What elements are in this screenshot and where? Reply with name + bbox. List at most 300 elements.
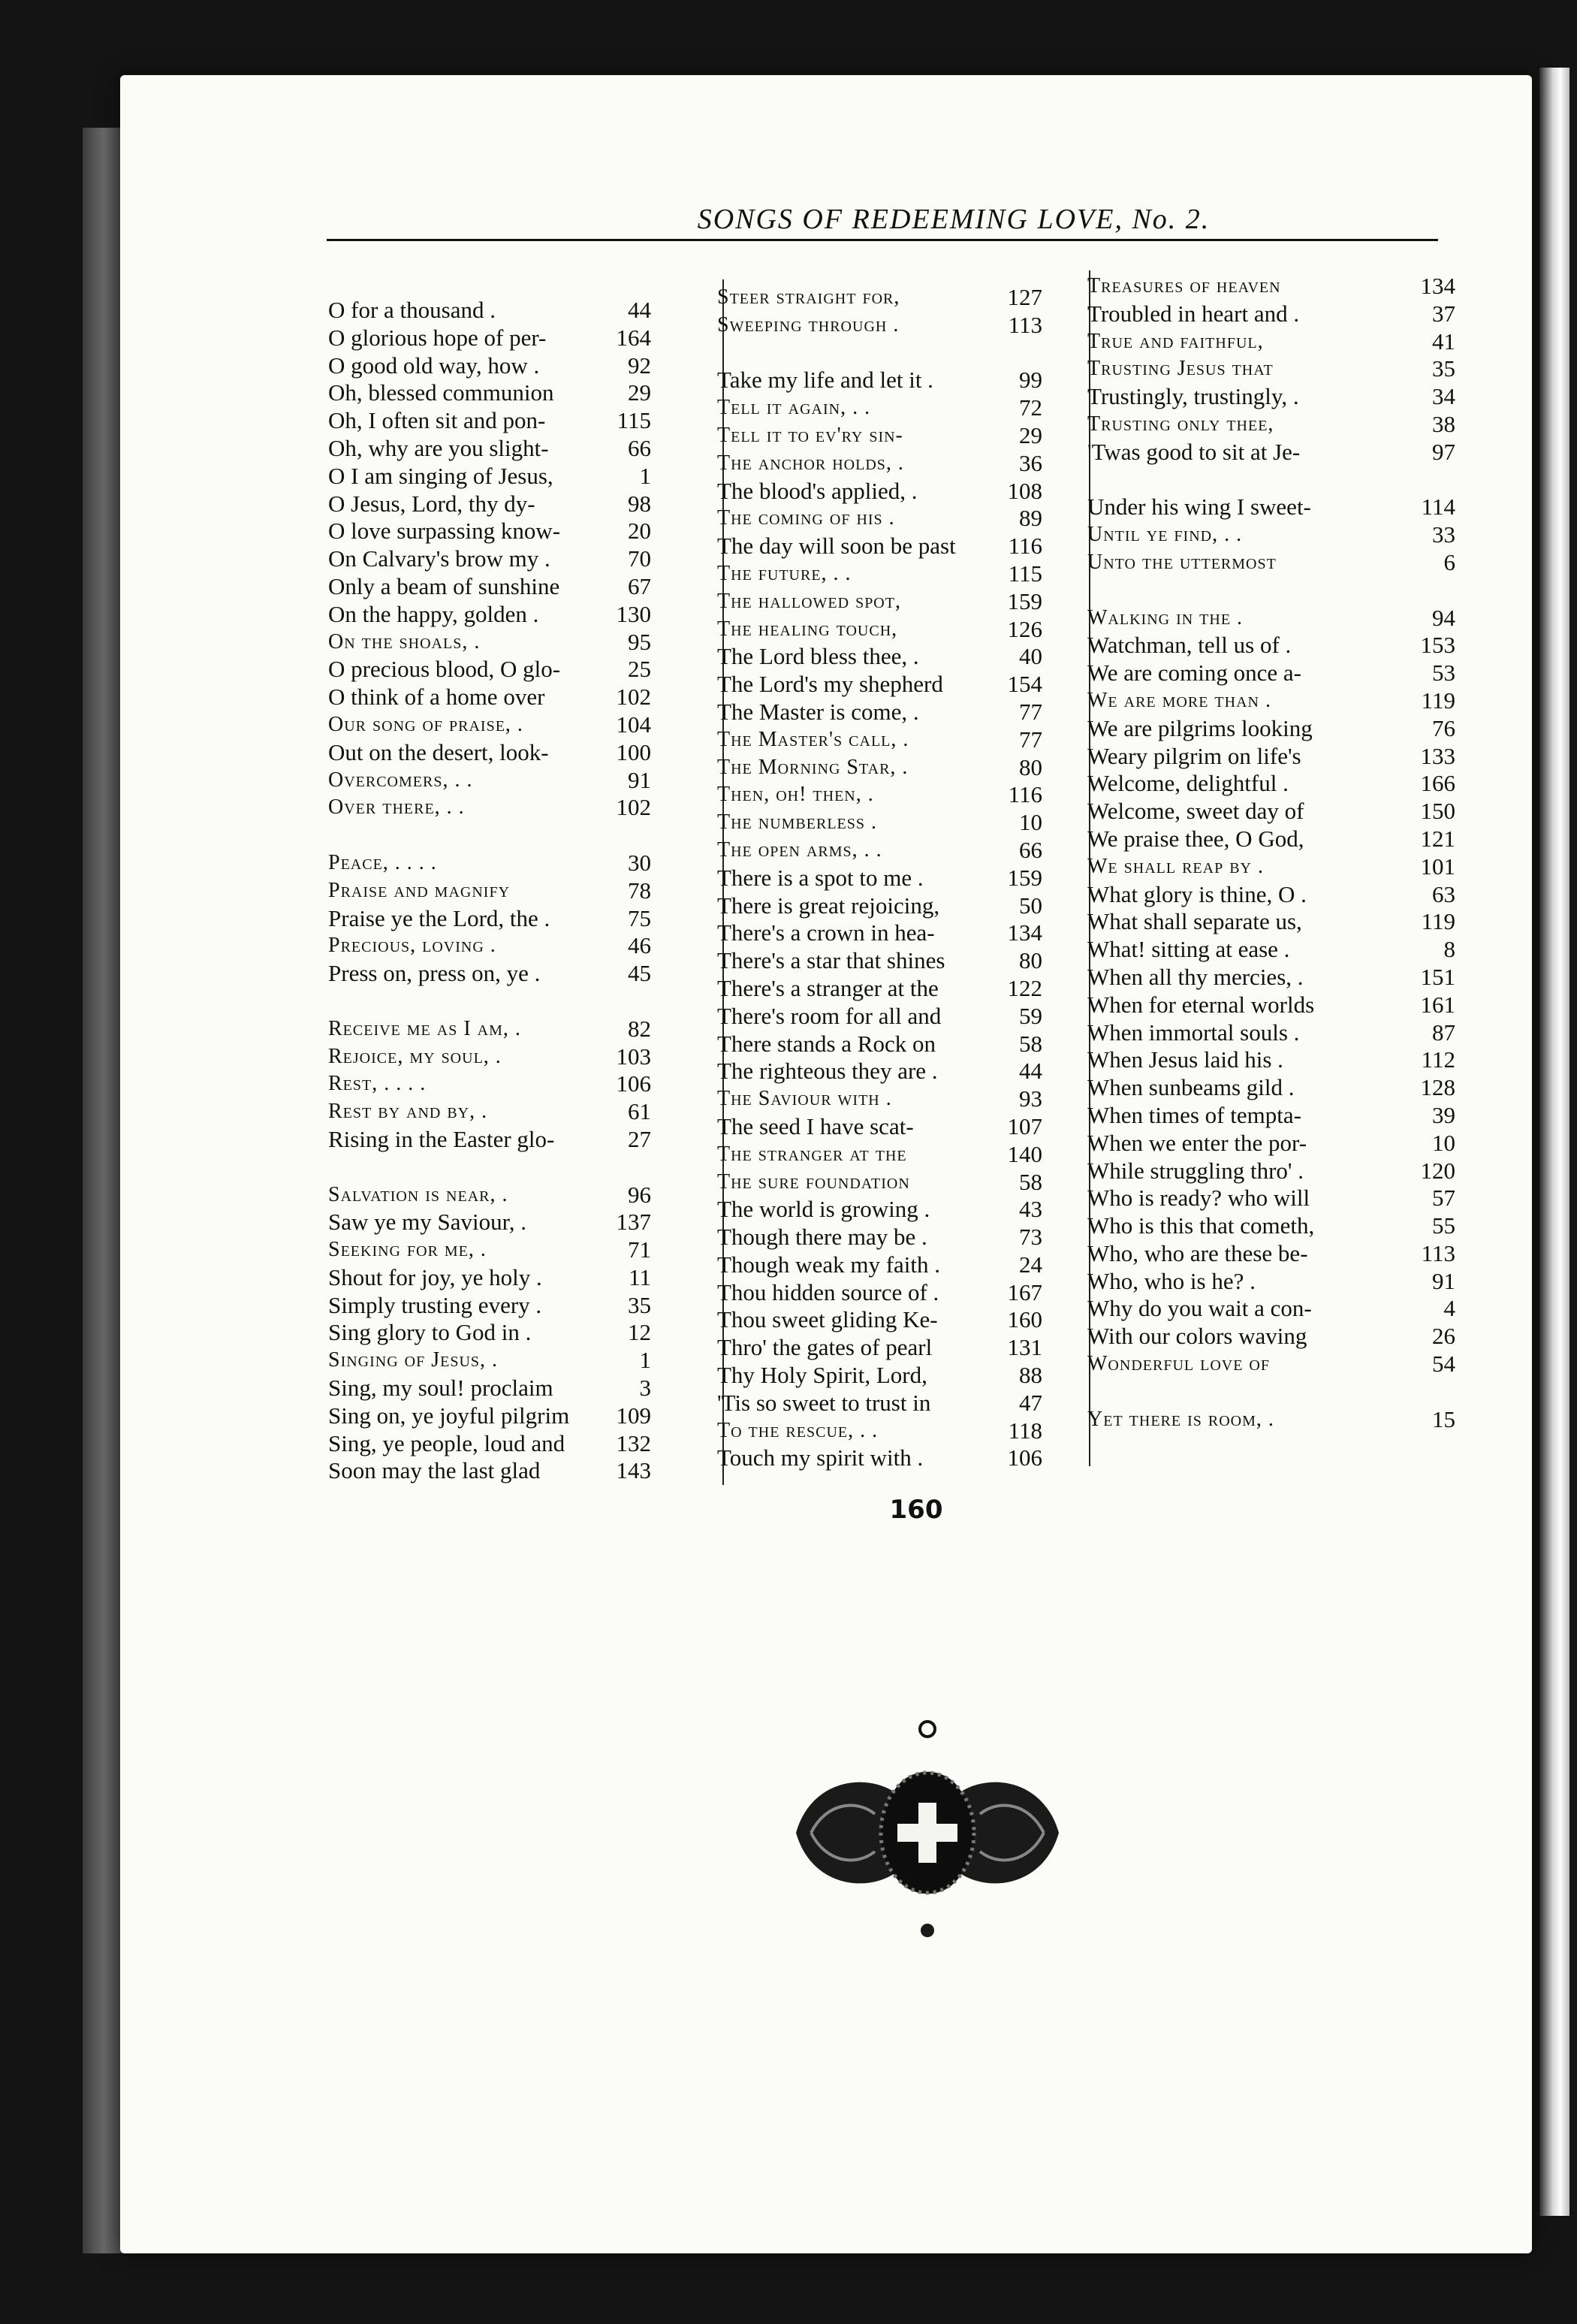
entry-page-number: 66 (1019, 836, 1042, 863)
entry-title: When Jesus laid his . (1087, 1046, 1283, 1073)
index-entry (1087, 1102, 1455, 1130)
entry-title: Who is this that cometh, (1087, 1212, 1315, 1239)
index-entry (1087, 521, 1455, 549)
entry-page-number: 164 (616, 324, 651, 351)
entry-page-number: 112 (1421, 1046, 1455, 1073)
entry-page-number: 30 (628, 849, 651, 876)
entry-page-number: 33 (1432, 521, 1455, 548)
index-entry (1087, 411, 1455, 439)
index-entry (717, 284, 1042, 312)
index-entry (1087, 328, 1455, 356)
index-entry (717, 837, 1042, 865)
index-entry (1087, 1351, 1455, 1378)
entry-title: On the shoals, . (328, 629, 481, 653)
entry-title: The righteous they are . (717, 1058, 938, 1085)
index-entry (328, 1070, 651, 1098)
entry-title: The open arms, . . (717, 838, 882, 862)
entry-page-number: 50 (1019, 892, 1042, 919)
entry-page-number: 29 (1019, 421, 1042, 448)
entry-page-number: 130 (616, 600, 651, 627)
entry-page-number: 4 (1443, 1295, 1455, 1322)
entry-title: Who is ready? who will (1087, 1185, 1310, 1212)
index-entry (328, 573, 651, 601)
entry-title: Yet there is room, . (1087, 1407, 1274, 1431)
entry-title: The coming of his . (717, 506, 895, 530)
index-entry (1087, 743, 1455, 771)
index-entry (717, 478, 1042, 506)
index-entry (1087, 908, 1455, 936)
index-entry (1087, 1323, 1455, 1351)
index-entry (328, 656, 651, 684)
entry-title: O precious blood, O glo- (328, 656, 561, 683)
entry-page-number: 118 (1008, 1417, 1042, 1444)
entry-title: Though weak my faith . (717, 1251, 941, 1278)
index-entry (717, 560, 1042, 588)
index-entry (717, 588, 1042, 616)
entry-page-number: 103 (616, 1043, 651, 1070)
entry-page-number: 154 (1007, 671, 1042, 698)
entry-title: Only a beam of sunshine (328, 572, 560, 599)
page-number: 160 (889, 1495, 943, 1525)
entry-title: There is great rejoicing, (717, 892, 940, 919)
entry-page-number: 143 (616, 1457, 651, 1484)
entry-title: Soon may the last glad (328, 1457, 541, 1484)
index-entry (717, 1085, 1042, 1113)
index-entry (328, 324, 651, 352)
entry-page-number: 137 (616, 1209, 651, 1236)
entry-title: Tell it again, . . (717, 396, 871, 420)
entry-title: We praise thee, O God, (1087, 825, 1304, 852)
entry-page-number: 108 (1007, 477, 1042, 504)
index-entry (717, 1279, 1042, 1307)
entry-title: When times of tempta- (1087, 1101, 1301, 1128)
entry-page-number: 106 (1007, 1444, 1042, 1471)
entry-page-number: 122 (1007, 974, 1042, 1001)
index-spacer (328, 822, 651, 850)
entry-title: When we enter the por- (1087, 1129, 1307, 1156)
index-entry (328, 518, 651, 545)
entry-title: When sunbeams gild . (1087, 1074, 1295, 1101)
entry-title: Rest, . . . . (328, 1072, 427, 1096)
index-entry (328, 297, 651, 324)
entry-page-number: 78 (628, 877, 651, 904)
entry-page-number: 15 (1432, 1405, 1455, 1432)
entry-title: Until ye find, . . (1087, 523, 1243, 547)
entry-title: Praise and magnify (328, 878, 511, 902)
entry-page-number: 8 (1443, 936, 1455, 963)
index-entry (717, 1169, 1042, 1197)
index-entry (1087, 1212, 1455, 1240)
index-entry (328, 877, 651, 905)
entry-page-number: 54 (1432, 1351, 1455, 1378)
entry-page-number: 58 (1019, 1030, 1042, 1057)
entry-title: When all thy mercies, . (1087, 963, 1304, 990)
entry-page-number: 102 (616, 684, 651, 711)
index-entry (328, 1182, 651, 1209)
index-entry (328, 767, 651, 795)
entry-title: With our colors waving (1087, 1323, 1307, 1350)
entry-page-number: 99 (1019, 367, 1042, 394)
index-entry (328, 379, 651, 407)
entry-title: We are pilgrims looking (1087, 714, 1313, 741)
entry-title: Seeking for me, . (328, 1238, 487, 1262)
entry-title: There's a crown in hea- (717, 919, 935, 946)
entry-page-number: 38 (1432, 410, 1455, 437)
entry-page-number: 43 (1019, 1196, 1042, 1223)
index-entry (328, 1098, 651, 1126)
index-entry (717, 505, 1042, 533)
index-spacer (328, 1154, 651, 1182)
entry-page-number: 98 (628, 490, 651, 517)
entry-title: O think of a home over (328, 684, 545, 711)
entry-page-number: 58 (1019, 1168, 1042, 1195)
index-entry (1087, 493, 1455, 521)
index-entry (717, 1362, 1042, 1390)
entry-title: The Lord bless thee, . (717, 643, 919, 670)
entry-title: Though there may be . (717, 1224, 927, 1251)
index-entry (328, 407, 651, 435)
entry-title: Receive me as I am, . (328, 1016, 521, 1040)
entry-page-number: 41 (1432, 327, 1455, 355)
index-entry (328, 352, 651, 380)
entry-title: Watchman, tell us of . (1087, 632, 1292, 659)
index-entry (1087, 1074, 1455, 1102)
index-entry (717, 1306, 1042, 1334)
entry-page-number: 115 (1008, 560, 1042, 587)
entry-title: Trusting Jesus that (1087, 357, 1274, 381)
index-entry (328, 1016, 651, 1043)
entry-title: Oh, I often sit and pon- (328, 407, 546, 434)
index-spacer (1087, 1378, 1455, 1406)
entry-page-number: 91 (1432, 1267, 1455, 1294)
entry-page-number: 76 (1432, 714, 1455, 741)
entry-page-number: 92 (628, 352, 651, 379)
index-entry (328, 1126, 651, 1154)
entry-page-number: 151 (1420, 963, 1455, 990)
index-entry (328, 1319, 651, 1347)
entry-title: Welcome, delightful . (1087, 770, 1289, 797)
entry-title: The blood's applied, . (717, 477, 918, 504)
entry-page-number: 101 (1420, 853, 1455, 880)
entry-page-number: 35 (628, 1291, 651, 1318)
entry-title: O good old way, how . (328, 352, 540, 379)
index-entry (1087, 991, 1455, 1019)
index-entry (1087, 632, 1455, 659)
entry-page-number: 150 (1420, 798, 1455, 825)
entry-page-number: 89 (1019, 505, 1042, 532)
entry-title: Over there, . . (328, 795, 465, 819)
entry-page-number: 91 (628, 766, 651, 793)
entry-page-number: 11 (629, 1263, 651, 1290)
index-entry (328, 905, 651, 933)
entry-title: Trusting only thee, (1087, 412, 1274, 436)
entry-title: Troubled in heart and . (1087, 300, 1300, 327)
index-entry (1087, 1268, 1455, 1296)
index-entry (328, 601, 651, 629)
entry-page-number: 114 (1421, 493, 1455, 521)
entry-title: The Master's call, . (717, 727, 909, 751)
entry-page-number: 12 (628, 1319, 651, 1346)
entry-page-number: 131 (1007, 1334, 1042, 1361)
entry-title: Out on the desert, look- (328, 738, 549, 765)
entry-page-number: 72 (1019, 394, 1042, 421)
entry-title: What! sitting at ease . (1087, 936, 1290, 963)
entry-page-number: 20 (628, 518, 651, 545)
entry-title: There is a spot to me . (717, 864, 924, 891)
entry-page-number: 35 (1432, 355, 1455, 382)
entry-page-number: 53 (1432, 659, 1455, 687)
entry-title: Walking in the . (1087, 605, 1244, 629)
entry-title: Welcome, sweet day of (1087, 798, 1304, 825)
entry-title: Under his wing I sweet- (1087, 493, 1311, 521)
entry-page-number: 29 (628, 379, 651, 406)
index-entry (717, 450, 1042, 478)
index-entry (328, 960, 651, 988)
entry-title: When for eternal worlds (1087, 991, 1315, 1018)
entry-title: The world is growing . (717, 1196, 930, 1223)
entry-title: Wonderful love of (1087, 1352, 1270, 1376)
entry-title: Rest by and by, . (328, 1100, 488, 1124)
index-entry (717, 1196, 1042, 1224)
entry-page-number: 39 (1432, 1101, 1455, 1128)
index-entry (717, 394, 1042, 422)
entry-page-number: 100 (616, 738, 651, 765)
index-entry (328, 1236, 651, 1264)
index-entry (1087, 300, 1455, 328)
index-entry (328, 1375, 651, 1402)
entry-page-number: 93 (1019, 1085, 1042, 1112)
index-entry (328, 1457, 651, 1485)
entry-page-number: 10 (1019, 809, 1042, 836)
index-entry (1087, 659, 1455, 687)
index-entry (717, 1003, 1042, 1031)
index-entry (717, 616, 1042, 644)
entry-page-number: 94 (1432, 604, 1455, 631)
index-entry (328, 490, 651, 518)
entry-title: 'Twas good to sit at Je- (1087, 438, 1301, 465)
entry-title: Trustingly, trustingly, . (1087, 383, 1299, 410)
entry-page-number: 44 (1019, 1058, 1042, 1085)
entry-page-number: 47 (1019, 1389, 1042, 1416)
index-entry (717, 422, 1042, 450)
entry-title: Precious, loving . (328, 934, 496, 958)
entry-title: Treasures of heaven (1087, 274, 1281, 297)
entry-title: Salvation is near, . (328, 1182, 508, 1206)
entry-title: The stranger at the (717, 1142, 907, 1166)
entry-title: The numberless . (717, 810, 878, 835)
entry-title: O for a thousand . (328, 297, 496, 323)
index-entry (1087, 936, 1455, 964)
entry-page-number: 107 (1007, 1112, 1042, 1139)
entry-title: 'Tis so sweet to trust in (717, 1389, 931, 1416)
entry-title: O Jesus, Lord, thy dy- (328, 490, 535, 517)
entry-page-number: 116 (1008, 533, 1042, 560)
entry-page-number: 153 (1420, 632, 1455, 659)
entry-title: There's a stranger at the (717, 974, 939, 1001)
entry-page-number: 128 (1420, 1074, 1455, 1101)
entry-title: Why do you wait a con- (1087, 1295, 1312, 1322)
entry-page-number: 167 (1007, 1278, 1042, 1305)
index-entry (717, 809, 1042, 837)
entry-page-number: 80 (1019, 947, 1042, 974)
entry-page-number: 96 (628, 1181, 651, 1208)
index-entry (717, 1058, 1042, 1085)
index-entry (717, 1141, 1042, 1169)
entry-page-number: 134 (1420, 273, 1455, 299)
entry-page-number: 106 (616, 1070, 651, 1097)
entry-title: Touch my spirit with . (717, 1444, 924, 1471)
entry-page-number: 55 (1432, 1212, 1455, 1239)
entry-page-number: 82 (628, 1015, 651, 1042)
entry-page-number: 97 (1432, 438, 1455, 465)
entry-title: The Saviour with . (717, 1087, 892, 1111)
index-entry (717, 1224, 1042, 1251)
entry-page-number: 36 (1019, 449, 1042, 476)
entry-page-number: 120 (1420, 1157, 1455, 1184)
index-entry (1087, 1295, 1455, 1323)
entry-title: The day will soon be past (717, 533, 956, 560)
entry-page-number: 159 (1007, 864, 1042, 891)
index-entry (1087, 1019, 1455, 1047)
index-entry (717, 643, 1042, 671)
entry-page-number: 109 (616, 1402, 651, 1429)
entry-title: The future, . . (717, 561, 852, 585)
entry-page-number: 44 (628, 297, 651, 323)
entry-page-number: 70 (628, 545, 651, 572)
entry-page-number: 119 (1421, 908, 1455, 935)
entry-title: There's room for all and (717, 1002, 942, 1029)
entry-page-number: 77 (1019, 726, 1042, 753)
entry-page-number: 113 (1008, 311, 1042, 338)
entry-page-number: 40 (1019, 643, 1042, 670)
entry-page-number: 6 (1443, 548, 1455, 575)
index-entry (717, 671, 1042, 699)
entry-page-number: 71 (628, 1236, 651, 1263)
entry-title: O I am singing of Jesus, (328, 462, 553, 489)
entry-title: Sing on, ye joyful pilgrim (328, 1402, 570, 1429)
index-entry (717, 975, 1042, 1003)
entry-title: Weary pilgrim on life's (1087, 742, 1301, 769)
entry-title: Press on, press on, ye . (328, 960, 541, 987)
entry-page-number: 80 (1019, 753, 1042, 780)
index-entry (1087, 881, 1455, 909)
entry-title: Who, who is he? . (1087, 1267, 1256, 1294)
entry-page-number: 88 (1019, 1362, 1042, 1389)
index-spacer (1087, 577, 1455, 605)
entry-page-number: 113 (1421, 1239, 1455, 1266)
entry-title: Steer straight for, (717, 285, 900, 309)
entry-page-number: 104 (616, 711, 651, 738)
index-entry (1087, 1130, 1455, 1157)
entry-page-number: 115 (617, 407, 651, 434)
entry-title: Thou hidden source of . (717, 1278, 939, 1305)
index-spacer (717, 340, 1042, 367)
index-entry (717, 1390, 1042, 1417)
entry-page-number: 1 (639, 462, 651, 489)
entry-title: Sing, ye people, loud and (328, 1429, 565, 1456)
entry-title: Singing of Jesus, . (328, 1348, 499, 1372)
entry-title: The Master is come, . (717, 698, 919, 725)
index-entry (717, 312, 1042, 340)
entry-title: Tell it to ev'ry sin- (717, 423, 903, 447)
index-entry (1087, 439, 1455, 466)
entry-title: The Morning Star, . (717, 755, 909, 779)
index-entry (1087, 273, 1455, 300)
entry-title: Praise ye the Lord, the . (328, 904, 550, 931)
index-entry (1087, 1046, 1455, 1074)
index-entry (1087, 549, 1455, 577)
index-entry (1087, 687, 1455, 715)
index-column-2 (717, 284, 1042, 1472)
index-entry (1087, 355, 1455, 383)
entry-page-number: 127 (1007, 284, 1042, 310)
entry-title: The seed I have scat- (717, 1112, 914, 1139)
index-entry (717, 892, 1042, 920)
entry-title: There's a star that shines (717, 947, 945, 974)
index-spacer (1087, 466, 1455, 494)
entry-title: Take my life and let it . (717, 367, 933, 394)
index-entry (328, 711, 651, 739)
entry-page-number: 133 (1420, 742, 1455, 769)
entry-title: Thou sweet gliding Ke- (717, 1306, 938, 1333)
entry-page-number: 25 (628, 656, 651, 683)
index-column-1 (328, 297, 651, 1485)
entry-title: What glory is thine, O . (1087, 880, 1307, 907)
entry-page-number: 59 (1019, 1002, 1042, 1029)
entry-page-number: 26 (1432, 1323, 1455, 1350)
index-entry (328, 850, 651, 877)
entry-page-number: 159 (1007, 587, 1042, 614)
entry-title: What shall separate us, (1087, 908, 1302, 935)
index-entry (717, 781, 1042, 809)
entry-page-number: 67 (628, 572, 651, 599)
entry-title: Shout for joy, ye holy . (328, 1263, 542, 1290)
entry-title: When immortal souls . (1087, 1019, 1300, 1046)
entry-page-number: 57 (1432, 1185, 1455, 1212)
entry-title: Our song of praise, . (328, 712, 523, 736)
entry-title: Sing glory to God in . (328, 1319, 532, 1346)
entry-page-number: 75 (628, 904, 651, 931)
index-entry (717, 1251, 1042, 1279)
entry-title: O love surpassing know- (328, 518, 561, 545)
entry-title: The anchor holds, . (717, 451, 904, 475)
entry-title: The hallowed spot, (717, 589, 901, 613)
entry-title: Peace, . . . . (328, 850, 437, 874)
entry-title: We are more than . (1087, 688, 1271, 712)
entry-page-number: 37 (1432, 300, 1455, 327)
entry-title: Thro' the gates of pearl (717, 1334, 933, 1361)
entry-page-number: 134 (1007, 919, 1042, 946)
index-entry (717, 1334, 1042, 1362)
index-entry (717, 947, 1042, 975)
index-entry (328, 1264, 651, 1292)
entry-title: Unto the uttermost (1087, 550, 1277, 574)
index-entry (717, 367, 1042, 394)
index-entry (717, 1113, 1042, 1141)
index-entry (1087, 825, 1455, 853)
entry-title: Oh, blessed communion (328, 379, 554, 406)
index-entry (328, 545, 651, 573)
entry-title: Oh, why are you slight- (328, 434, 549, 461)
entry-title: The Lord's my shepherd (717, 671, 943, 698)
index-entry (1087, 770, 1455, 798)
entry-title: The healing touch, (717, 617, 898, 641)
entry-page-number: 166 (1420, 770, 1455, 797)
index-entry (1087, 853, 1455, 881)
entry-page-number: 10 (1432, 1129, 1455, 1156)
entry-page-number: 121 (1420, 825, 1455, 852)
index-entry (717, 1444, 1042, 1472)
